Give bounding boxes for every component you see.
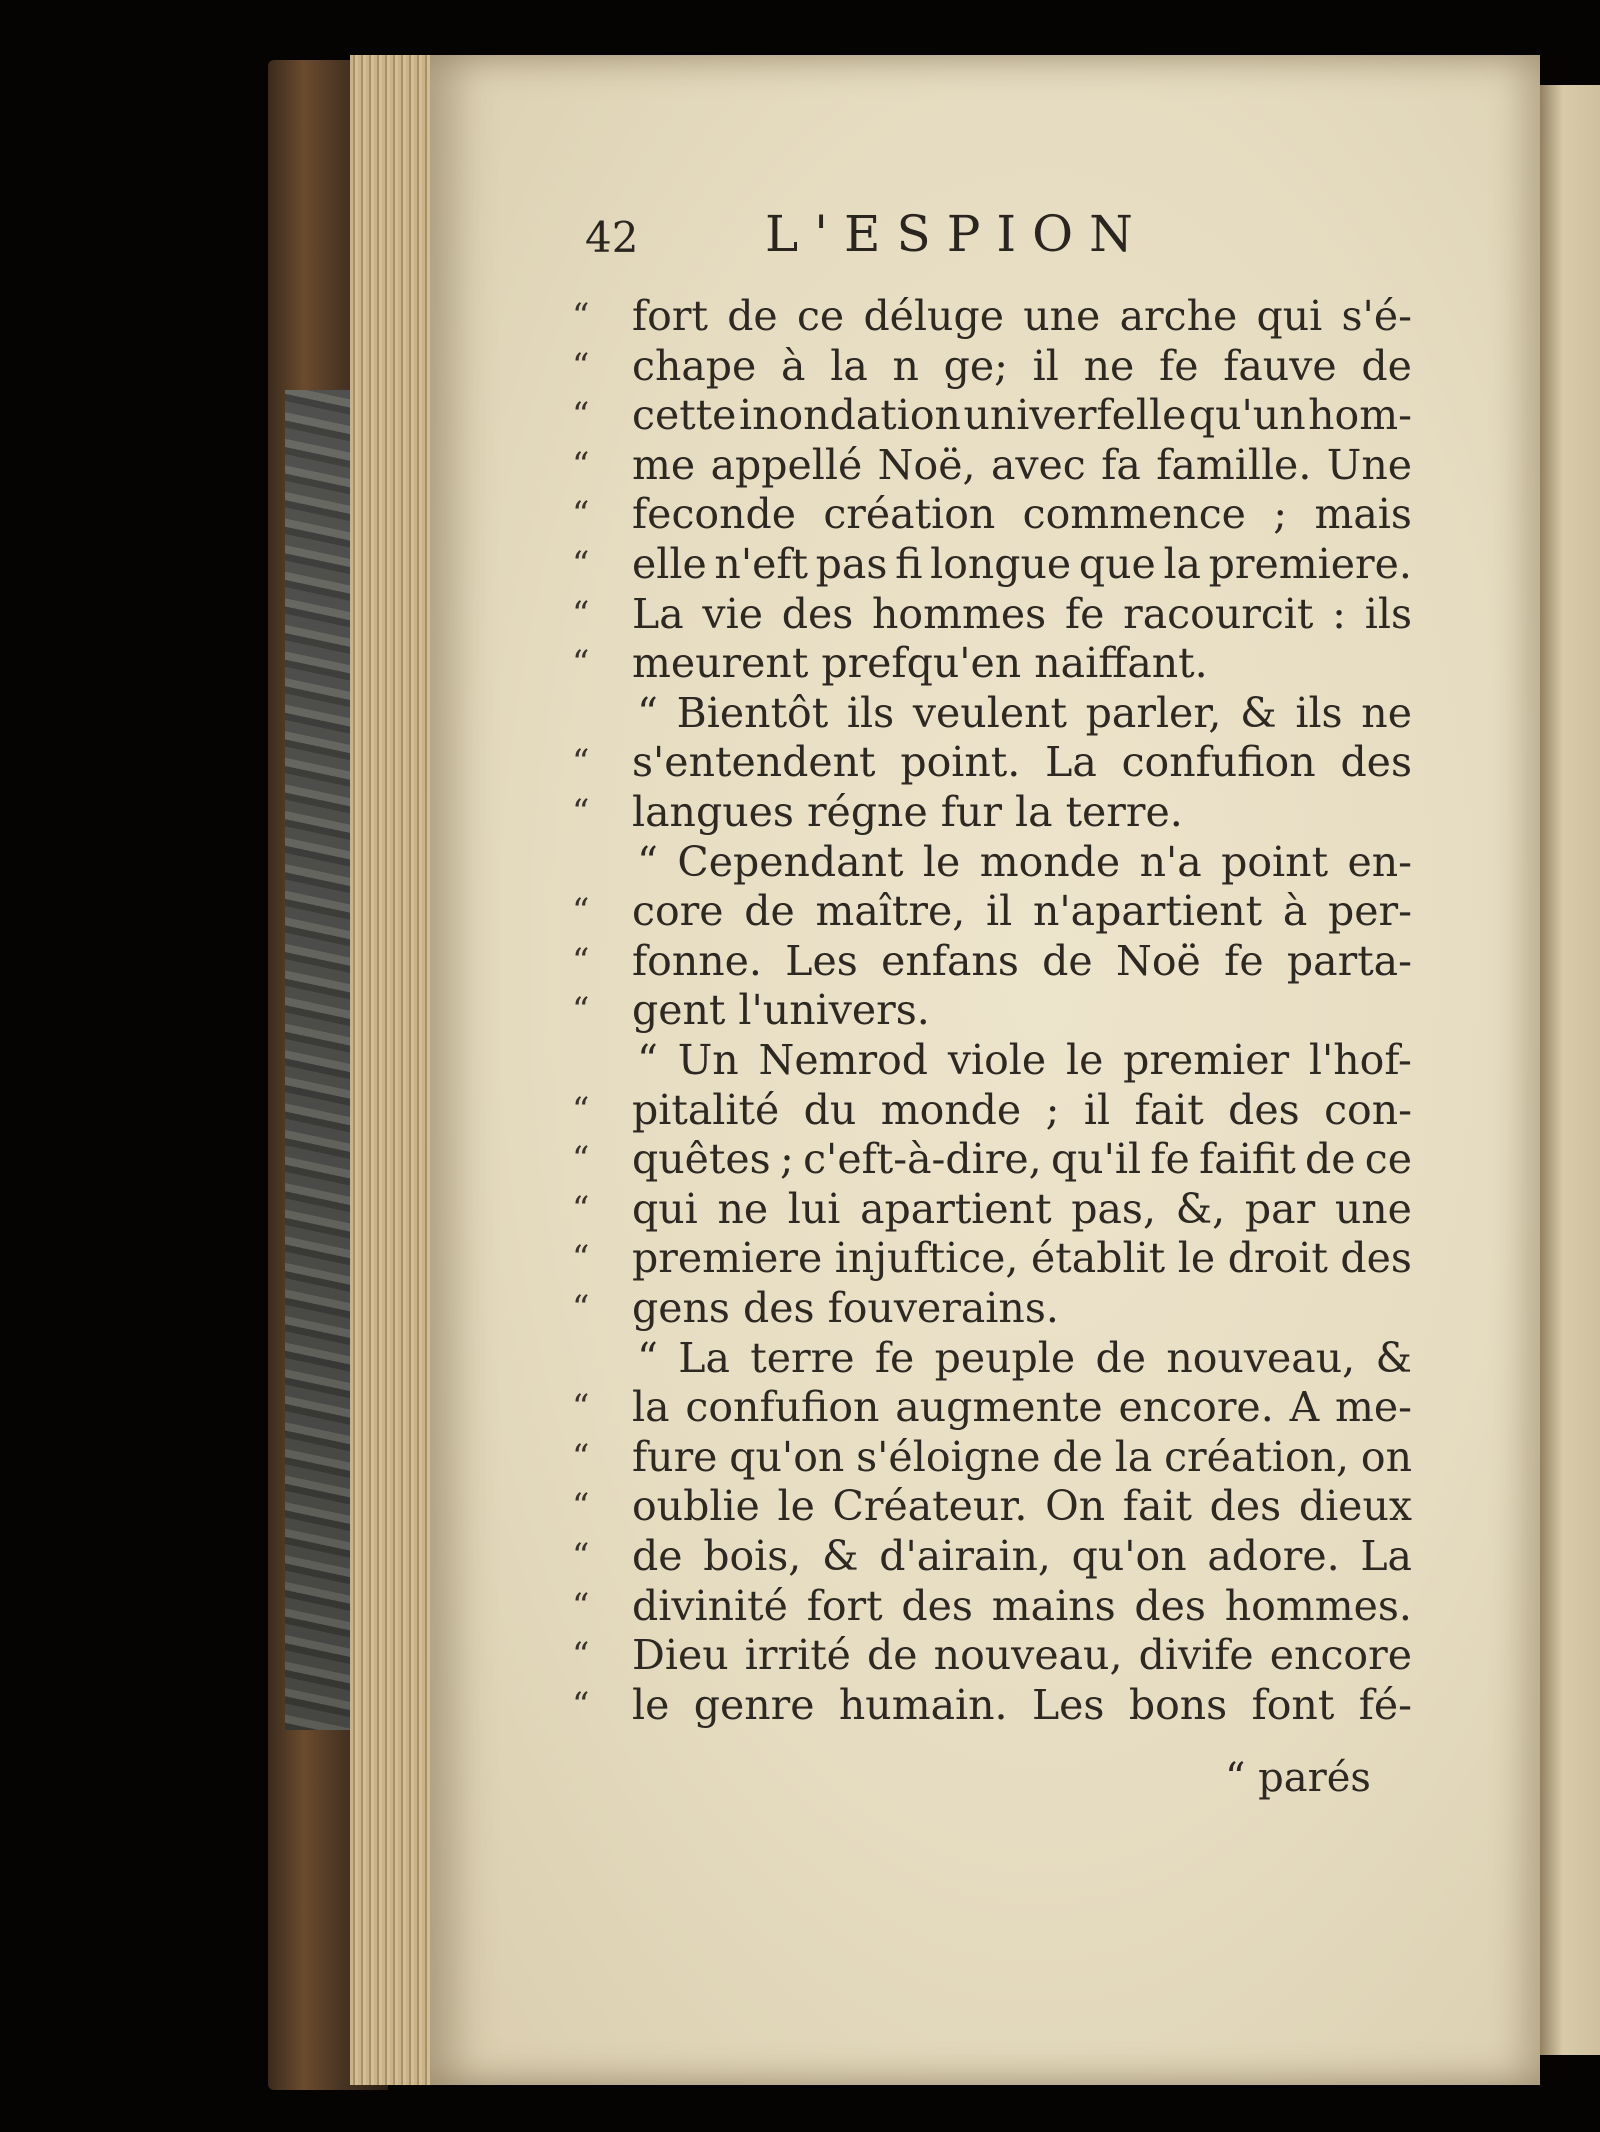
- text-line: [572, 1036, 1412, 1084]
- word: con-: [1324, 1086, 1412, 1134]
- word: la: [830, 342, 868, 390]
- word: pas: [815, 540, 888, 588]
- word: s'entendent: [632, 738, 876, 786]
- word: “: [637, 1036, 658, 1084]
- word: qu'on: [1071, 1532, 1187, 1580]
- page-number: 42: [585, 213, 639, 262]
- word: on: [1360, 1433, 1412, 1481]
- text-line: [572, 1185, 1412, 1233]
- word: cette: [632, 391, 737, 439]
- word: fure: [632, 1433, 718, 1481]
- word: de: [1095, 1334, 1146, 1382]
- word: “: [637, 689, 658, 737]
- word: La: [632, 590, 684, 638]
- catchword: “ parés: [1225, 1755, 1371, 1801]
- word: commence: [1022, 490, 1246, 538]
- word: ;: [1045, 1086, 1060, 1134]
- word: de: [744, 887, 795, 935]
- word: humain.: [838, 1681, 1008, 1729]
- word: Un: [677, 1036, 739, 1084]
- word: une: [1334, 1185, 1412, 1233]
- word: des: [1228, 1086, 1300, 1134]
- word: pas,: [1071, 1185, 1156, 1233]
- word: augmente: [895, 1383, 1103, 1431]
- word: n'apartient: [1032, 887, 1263, 935]
- word: vie: [702, 590, 763, 638]
- word: per-: [1328, 887, 1412, 935]
- word: maître,: [815, 887, 966, 935]
- line-text: [632, 292, 1412, 340]
- word: hommes.: [1224, 1582, 1412, 1630]
- word: &: [1375, 1334, 1412, 1382]
- text-line: [572, 986, 1412, 1034]
- word: “: [637, 838, 658, 886]
- word: premiere.: [1208, 540, 1412, 588]
- word: encore: [1269, 1631, 1412, 1679]
- line-text: [637, 689, 1412, 737]
- word: La: [678, 1334, 730, 1382]
- line-text: gens des fouverains.: [632, 1284, 1059, 1332]
- quotation-mark: “: [572, 296, 590, 336]
- quotation-mark: “: [572, 346, 590, 386]
- word: point: [1221, 838, 1329, 886]
- word: à: [781, 342, 806, 390]
- word: enfans: [881, 937, 1019, 985]
- word: des: [1340, 1234, 1412, 1282]
- word: peuple: [934, 1334, 1076, 1382]
- facing-page-edge: [1538, 85, 1600, 2055]
- word: la: [1163, 540, 1201, 588]
- word: terre: [750, 1334, 855, 1382]
- word: &: [1240, 689, 1277, 737]
- word: Dieu: [632, 1631, 729, 1679]
- word: La: [1360, 1532, 1412, 1580]
- word: adore.: [1207, 1532, 1340, 1580]
- word: le: [1065, 1036, 1104, 1084]
- word: qui: [632, 1185, 698, 1233]
- line-text: meurent prefqu'en naiffant.: [632, 639, 1208, 687]
- word: il: [1083, 1086, 1111, 1134]
- word: A: [1289, 1383, 1320, 1431]
- word: famille.: [1156, 441, 1312, 489]
- line-text: [637, 838, 1412, 886]
- line-text: [632, 1532, 1412, 1580]
- text-line: [572, 689, 1412, 737]
- line-text: [632, 490, 1412, 538]
- word: de: [632, 1532, 683, 1580]
- word: création: [823, 490, 996, 538]
- line-text: [632, 1631, 1412, 1679]
- quotation-mark: “: [572, 1238, 590, 1278]
- word: à: [1282, 887, 1308, 935]
- word: faifit: [1199, 1135, 1296, 1183]
- line-text: [632, 1234, 1412, 1282]
- word: Nemrod: [758, 1036, 929, 1084]
- word: de: [727, 292, 778, 340]
- word: On: [1045, 1482, 1106, 1530]
- word: fort: [806, 1582, 883, 1630]
- word: confufion: [685, 1383, 880, 1431]
- word: “: [637, 1334, 658, 1382]
- word: elle: [632, 540, 707, 588]
- word: pitalité: [632, 1086, 780, 1134]
- word: genre: [693, 1681, 815, 1729]
- word: Cependant: [677, 838, 904, 886]
- text-line: [572, 1334, 1412, 1382]
- word: fort: [632, 292, 708, 340]
- word: &: [822, 1532, 859, 1580]
- word: longue: [930, 540, 1072, 588]
- quotation-mark: “: [572, 1536, 590, 1576]
- word: fe: [1159, 342, 1199, 390]
- word: divinité: [632, 1582, 788, 1630]
- quotation-mark: “: [572, 1139, 590, 1179]
- word: La: [1045, 738, 1097, 786]
- word: fe: [1150, 1135, 1190, 1183]
- word: des: [1134, 1582, 1206, 1630]
- word: fonne.: [632, 937, 762, 985]
- line-text: [632, 1433, 1412, 1481]
- word: mains: [991, 1582, 1116, 1630]
- word: le: [1177, 1234, 1216, 1282]
- word: Créateur.: [832, 1482, 1028, 1530]
- word: des: [1209, 1482, 1282, 1530]
- word: ne: [1361, 689, 1412, 737]
- word: de: [1042, 937, 1093, 985]
- word: chape: [632, 342, 757, 390]
- text-line: [572, 292, 1412, 340]
- word: quêtes: [632, 1135, 771, 1183]
- quotation-mark: “: [572, 1090, 590, 1130]
- word: des: [901, 1582, 973, 1630]
- quotation-mark: “: [572, 742, 590, 782]
- line-text: [632, 1383, 1412, 1431]
- word: feconde: [632, 490, 796, 538]
- quotation-mark: “: [572, 1635, 590, 1675]
- quotation-mark: “: [572, 643, 590, 683]
- quotation-mark: “: [572, 1685, 590, 1725]
- word: il: [1032, 342, 1059, 390]
- word: fait: [1134, 1086, 1204, 1134]
- text-line: [572, 838, 1412, 886]
- word: font: [1251, 1681, 1335, 1729]
- word: avec: [990, 441, 1086, 489]
- word: ne: [1083, 342, 1135, 390]
- word: de: [1052, 1433, 1103, 1481]
- quotation-mark: “: [572, 594, 590, 634]
- word: fe: [874, 1334, 915, 1382]
- text-line: [572, 342, 1412, 390]
- text-line: [572, 1681, 1412, 1729]
- word: :: [1332, 590, 1346, 638]
- word: n'a: [1139, 838, 1202, 886]
- line-text: [632, 887, 1412, 935]
- word: de: [1361, 342, 1412, 390]
- text-line: [572, 937, 1412, 985]
- word: s'é-: [1341, 292, 1412, 340]
- line-text: [632, 441, 1412, 489]
- word: oublie: [632, 1482, 760, 1530]
- word: univerfelle: [963, 391, 1187, 439]
- text-line: [572, 887, 1412, 935]
- text-line: [572, 540, 1412, 588]
- word: qu'un: [1188, 391, 1306, 439]
- line-text: [632, 1681, 1412, 1729]
- word: qu'il: [1050, 1135, 1142, 1183]
- word: Les: [1031, 1681, 1105, 1729]
- quotation-mark: “: [572, 990, 590, 1030]
- word: ;: [779, 1135, 794, 1183]
- line-text: [632, 342, 1412, 390]
- line-text: [632, 540, 1412, 588]
- text-line: [572, 490, 1412, 538]
- word: veulent: [912, 689, 1067, 737]
- word: le: [777, 1482, 815, 1530]
- word: nouveau,: [1166, 1334, 1356, 1382]
- word: création,: [1164, 1433, 1350, 1481]
- line-text: [637, 1334, 1412, 1382]
- line-text: [632, 391, 1412, 439]
- word: des: [1340, 738, 1412, 786]
- quotation-mark: “: [572, 395, 590, 435]
- text-line: [572, 441, 1412, 489]
- word: du: [803, 1086, 857, 1134]
- word: il: [986, 887, 1013, 935]
- word: &,: [1175, 1185, 1226, 1233]
- word: n'eft: [714, 540, 809, 588]
- word: monde: [880, 1086, 1022, 1134]
- word: me: [632, 441, 696, 489]
- line-text: [632, 937, 1412, 985]
- word: ce: [1364, 1135, 1412, 1183]
- line-text: [632, 590, 1412, 638]
- word: fe: [1224, 937, 1264, 985]
- word: me-: [1335, 1383, 1412, 1431]
- quotation-mark: “: [572, 941, 590, 981]
- word: qu'on: [729, 1433, 845, 1481]
- quotation-mark: “: [572, 1189, 590, 1229]
- word: inondation: [738, 391, 961, 439]
- word: ils: [1364, 590, 1412, 638]
- text-line: [572, 590, 1412, 638]
- word: le: [632, 1681, 670, 1729]
- line-text: [637, 1036, 1412, 1084]
- line-text: [632, 1185, 1412, 1233]
- word: ce: [796, 292, 845, 340]
- word: point.: [900, 738, 1021, 786]
- quotation-mark: “: [572, 1387, 590, 1427]
- line-text: [632, 1086, 1412, 1134]
- word: ils: [1295, 689, 1343, 737]
- text-line: [572, 391, 1412, 439]
- word: la: [1114, 1433, 1153, 1481]
- page-header: [585, 205, 1205, 265]
- word: bois,: [703, 1532, 802, 1580]
- marbled-cover: [285, 390, 360, 1730]
- quotation-mark: “: [572, 544, 590, 584]
- text-line: [572, 1582, 1412, 1630]
- word: en-: [1347, 838, 1412, 886]
- text-line: [572, 1532, 1412, 1580]
- word: fi: [895, 540, 923, 588]
- word: s'éloigne: [856, 1433, 1041, 1481]
- word: racourcit: [1123, 590, 1314, 638]
- quotation-mark: “: [572, 792, 590, 832]
- word: monde: [979, 838, 1121, 886]
- word: fait: [1122, 1482, 1192, 1530]
- word: Bientôt: [676, 689, 829, 737]
- word: mais: [1314, 490, 1412, 538]
- word: hommes: [872, 590, 1047, 638]
- text-line: [572, 1482, 1412, 1530]
- word: la: [632, 1383, 670, 1431]
- word: fe: [1064, 590, 1105, 638]
- text-line: [572, 1234, 1412, 1282]
- word: le: [922, 838, 961, 886]
- text-line: [572, 1284, 1412, 1332]
- word: nouveau,: [933, 1631, 1123, 1679]
- word: établit: [1031, 1234, 1166, 1282]
- word: qui: [1256, 292, 1323, 340]
- word: ge;: [943, 342, 1008, 390]
- word: par: [1244, 1185, 1316, 1233]
- quotation-mark: “: [572, 1288, 590, 1328]
- word: injuftice,: [834, 1234, 1019, 1282]
- word: Une: [1326, 441, 1412, 489]
- text-line: [572, 1383, 1412, 1431]
- word: déluge: [863, 292, 1004, 340]
- word: que: [1078, 540, 1156, 588]
- quotation-mark: “: [572, 1586, 590, 1626]
- word: l'hof-: [1308, 1036, 1412, 1084]
- word: premier: [1123, 1036, 1290, 1084]
- word: ne: [717, 1185, 769, 1233]
- text-line: [572, 1433, 1412, 1481]
- word: fauve: [1223, 342, 1337, 390]
- text-line: [572, 1135, 1412, 1183]
- word: viole: [947, 1036, 1047, 1084]
- word: parta-: [1286, 937, 1412, 985]
- word: de: [1304, 1135, 1356, 1183]
- text-line: [572, 788, 1412, 836]
- line-text: langues régne fur la terre.: [632, 788, 1183, 836]
- word: apartient: [860, 1185, 1052, 1233]
- word: confufion: [1121, 738, 1316, 786]
- word: lui: [787, 1185, 841, 1233]
- quotation-mark: “: [572, 1486, 590, 1526]
- quotation-mark: “: [572, 891, 590, 931]
- word: ;: [1273, 490, 1288, 538]
- line-text: [632, 738, 1412, 786]
- text-line: [572, 738, 1412, 786]
- word: Les: [785, 937, 858, 985]
- word: c'eft-à-dire,: [803, 1135, 1042, 1183]
- running-title: L'ESPION: [765, 205, 1149, 263]
- line-text: gent l'univers.: [632, 986, 930, 1034]
- word: Noë: [1116, 937, 1201, 985]
- word: fa: [1101, 441, 1141, 489]
- word: irrité: [744, 1631, 851, 1679]
- text-line: [572, 1631, 1412, 1679]
- word: n: [892, 342, 919, 390]
- word: parler,: [1085, 689, 1222, 737]
- line-text: [632, 1135, 1412, 1183]
- quotation-mark: “: [572, 1437, 590, 1477]
- word: bons: [1128, 1681, 1228, 1729]
- text-line: [572, 639, 1412, 687]
- word: premiere: [632, 1234, 823, 1282]
- word: une: [1023, 292, 1101, 340]
- word: ils: [846, 689, 895, 737]
- word: encore.: [1118, 1383, 1274, 1431]
- word: arche: [1119, 292, 1238, 340]
- line-text: [632, 1482, 1412, 1530]
- word: droit: [1227, 1234, 1328, 1282]
- word: core: [632, 887, 724, 935]
- word: d'airain,: [879, 1532, 1051, 1580]
- word: dieux: [1298, 1482, 1412, 1530]
- text-line: [572, 1086, 1412, 1134]
- word: de: [867, 1631, 918, 1679]
- quotation-mark: “: [572, 445, 590, 485]
- word: Noë,: [877, 441, 976, 489]
- line-text: [632, 1582, 1412, 1630]
- word: fé-: [1358, 1681, 1412, 1729]
- word: hom-: [1308, 391, 1412, 439]
- word: appellé: [710, 441, 863, 489]
- quotation-mark: “: [572, 494, 590, 534]
- word: des: [781, 590, 854, 638]
- word: divife: [1138, 1631, 1254, 1679]
